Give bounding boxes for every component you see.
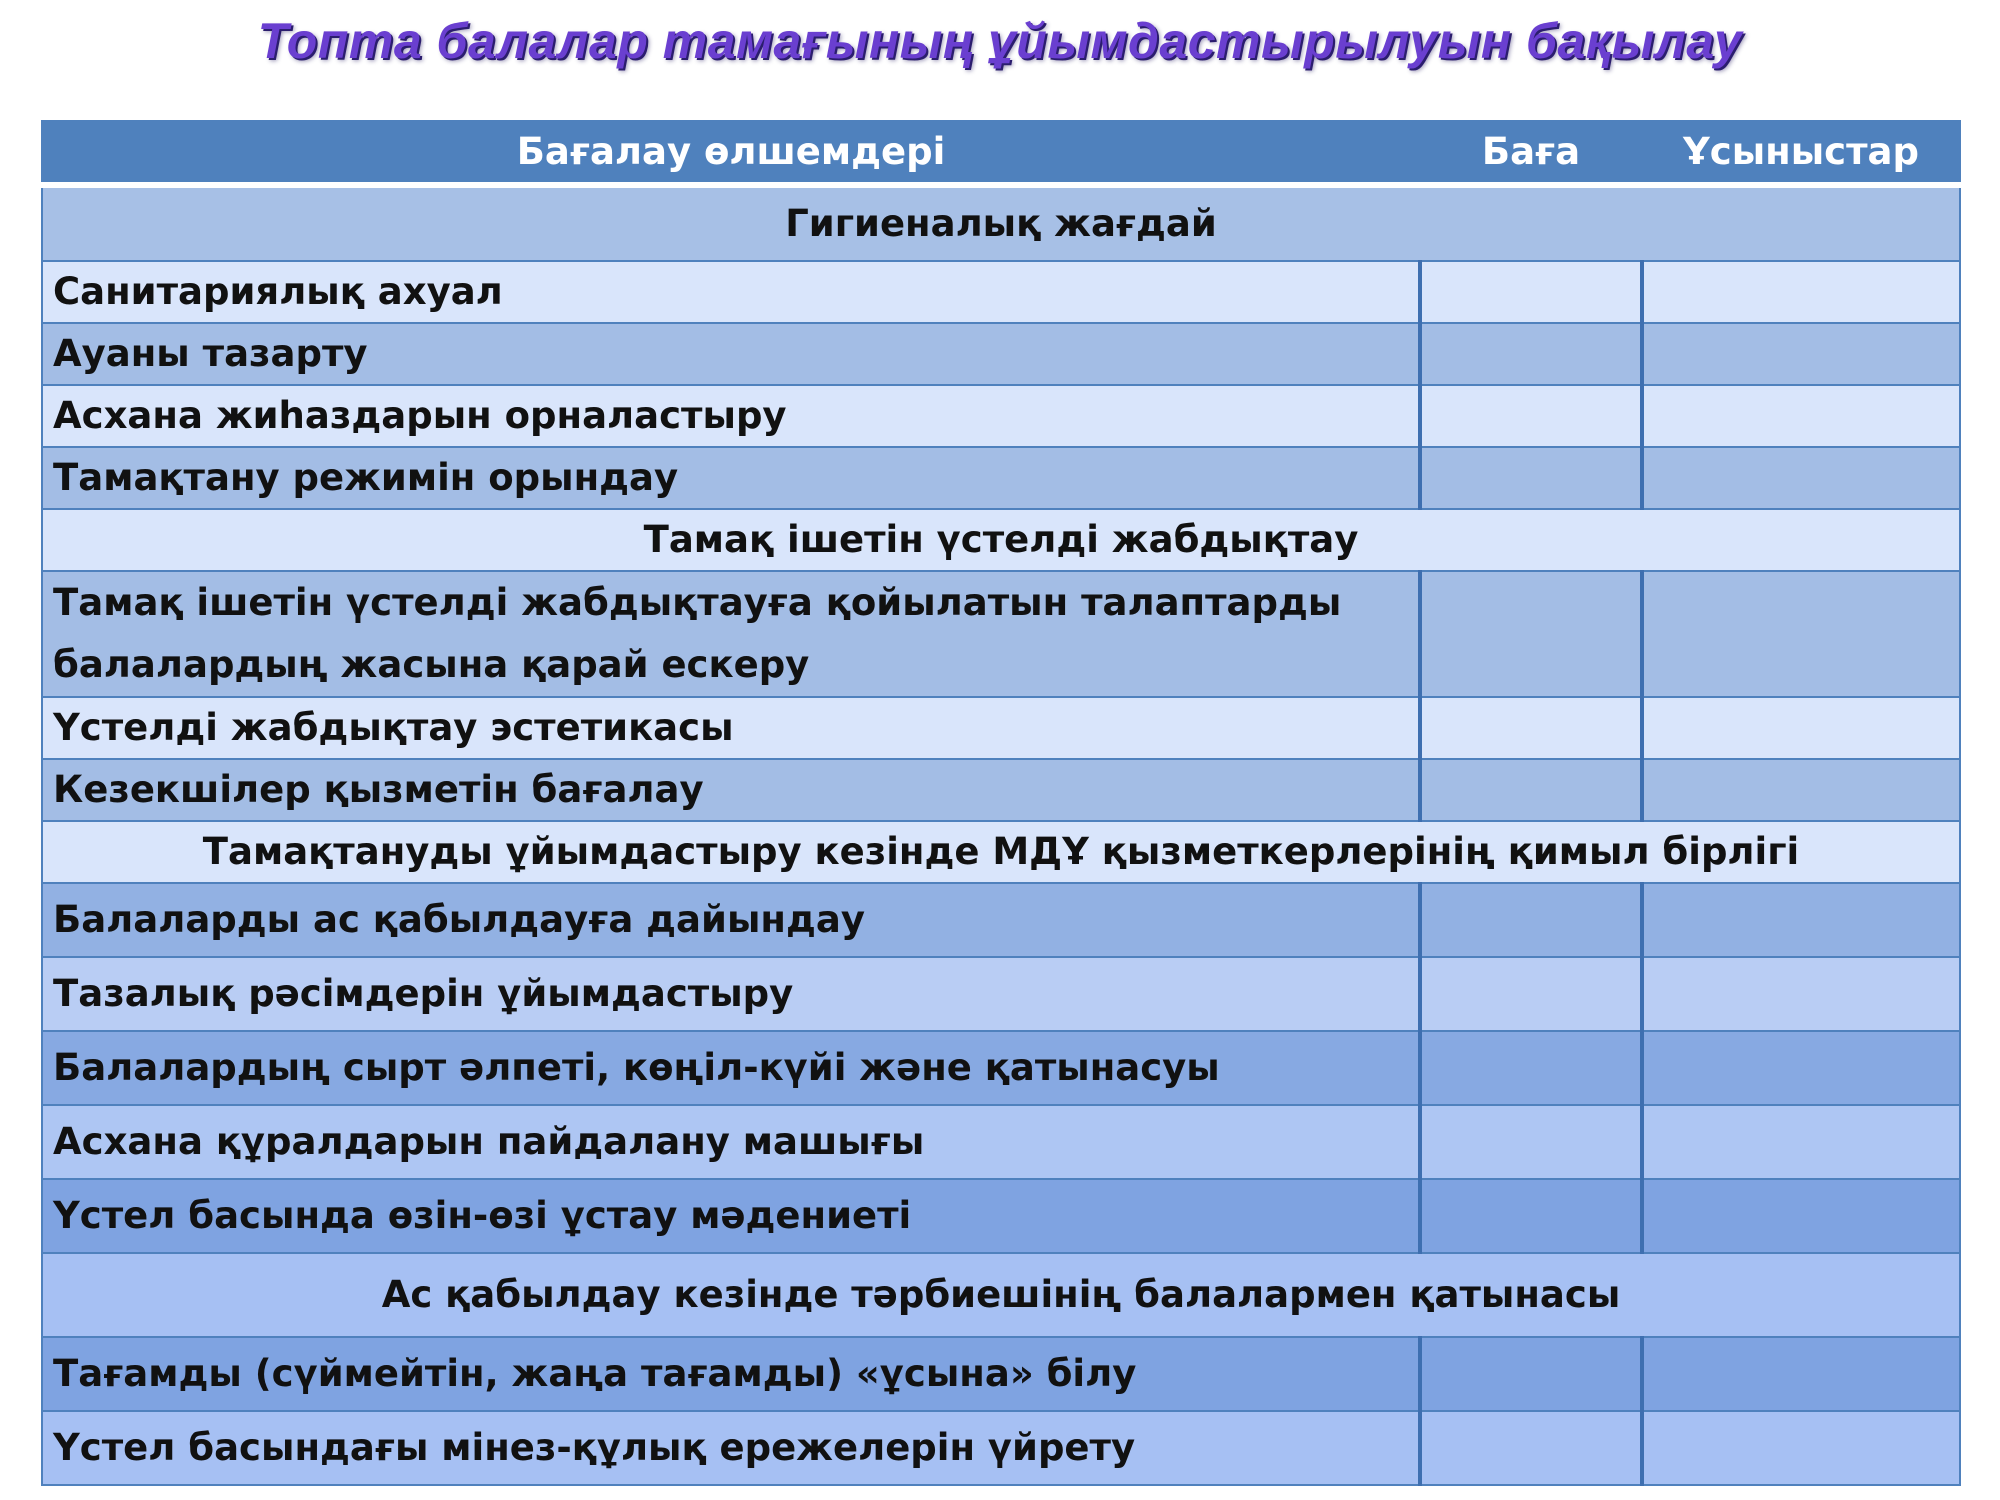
criterion-label: Тамақ ішетін үстелді жабдықтауға қойылатын талаптарды балалардың жасына қарай ескеру (42, 571, 1420, 697)
recommendation-cell[interactable] (1642, 1179, 1960, 1253)
page-title: Топта балалар тамағының ұйымдастырылуын бақылау (257, 13, 1743, 69)
score-cell[interactable] (1420, 385, 1642, 447)
criterion-label: Асхана жиһаздарын орналастыру (42, 385, 1420, 447)
section-title: Гигиеналық жағдай (42, 185, 1960, 261)
criterion-label: Үстел басында өзін-өзі ұстау мәдениеті (42, 1179, 1420, 1253)
table-row (42, 447, 1960, 509)
recommendation-cell[interactable] (1642, 1337, 1960, 1411)
table-row (42, 957, 1960, 1031)
header-row (42, 121, 1960, 185)
header-recommendations: Ұсыныстар (1642, 121, 1960, 185)
recommendation-cell[interactable] (1642, 571, 1960, 697)
table-row (42, 1411, 1960, 1485)
score-cell[interactable] (1420, 697, 1642, 759)
score-cell[interactable] (1420, 1031, 1642, 1105)
recommendation-cell[interactable] (1642, 883, 1960, 957)
criterion-label: Кезекшілер қызметін бағалау (42, 759, 1420, 821)
recommendation-cell[interactable] (1642, 323, 1960, 385)
section-title: Тамақтануды ұйымдастыру кезінде МДҰ қызметкерлерінің қимыл бірлігі (42, 821, 1960, 883)
table-row (42, 697, 1960, 759)
section-title: Тамақ ішетін үстелді жабдықтау (42, 509, 1960, 571)
table-row (42, 385, 1960, 447)
table-row (42, 759, 1960, 821)
table-row (42, 323, 1960, 385)
criterion-label: Санитариялық ахуал (42, 261, 1420, 323)
criterion-label: Тазалық рәсімдерін ұйымдастыру (42, 957, 1420, 1031)
header-criteria: Бағалау өлшемдері (42, 121, 1420, 185)
section-row (42, 509, 1960, 571)
score-cell[interactable] (1420, 1411, 1642, 1485)
section-row (42, 185, 1960, 261)
score-cell[interactable] (1420, 571, 1642, 697)
recommendation-cell[interactable] (1642, 957, 1960, 1031)
table-row (42, 1337, 1960, 1411)
recommendation-cell[interactable] (1642, 1411, 1960, 1485)
section-title: Ас қабылдау кезінде тәрбиешінің балалармен қатынасы (42, 1253, 1960, 1337)
criterion-label: Үстел басындағы мінез-құлық ережелерін үйрету (42, 1411, 1420, 1485)
score-cell[interactable] (1420, 1337, 1642, 1411)
header-score: Баға (1420, 121, 1642, 185)
score-cell[interactable] (1420, 759, 1642, 821)
criterion-label: Балаларды ас қабылдауға дайындау (42, 883, 1420, 957)
score-cell[interactable] (1420, 323, 1642, 385)
criterion-label: Ауаны тазарту (42, 323, 1420, 385)
score-cell[interactable] (1420, 261, 1642, 323)
table-row (42, 261, 1960, 323)
table-row (42, 1179, 1960, 1253)
recommendation-cell[interactable] (1642, 447, 1960, 509)
criterion-label: Балалардың сырт әлпеті, көңіл-күйі және қатынасуы (42, 1031, 1420, 1105)
score-cell[interactable] (1420, 883, 1642, 957)
table-row (42, 571, 1960, 697)
criterion-label: Асхана құралдарын пайдалану машығы (42, 1105, 1420, 1179)
recommendation-cell[interactable] (1642, 1105, 1960, 1179)
score-cell[interactable] (1420, 1179, 1642, 1253)
recommendation-cell[interactable] (1642, 697, 1960, 759)
recommendation-cell[interactable] (1642, 261, 1960, 323)
section-row (42, 821, 1960, 883)
recommendation-cell[interactable] (1642, 1031, 1960, 1105)
recommendation-cell[interactable] (1642, 385, 1960, 447)
criterion-label: Тамақтану режимін орындау (42, 447, 1420, 509)
score-cell[interactable] (1420, 957, 1642, 1031)
section-row (42, 1253, 1960, 1337)
table-row (42, 883, 1960, 957)
table-row (42, 1031, 1960, 1105)
score-cell[interactable] (1420, 1105, 1642, 1179)
table-row (42, 1105, 1960, 1179)
criterion-label: Үстелді жабдықтау эстетикасы (42, 697, 1420, 759)
recommendation-cell[interactable] (1642, 759, 1960, 821)
criterion-label: Тағамды (сүймейтін, жаңа тағамды) «ұсына» білу (42, 1337, 1420, 1411)
score-cell[interactable] (1420, 447, 1642, 509)
evaluation-grid (41, 120, 1961, 1486)
evaluation-table (41, 120, 1959, 1500)
